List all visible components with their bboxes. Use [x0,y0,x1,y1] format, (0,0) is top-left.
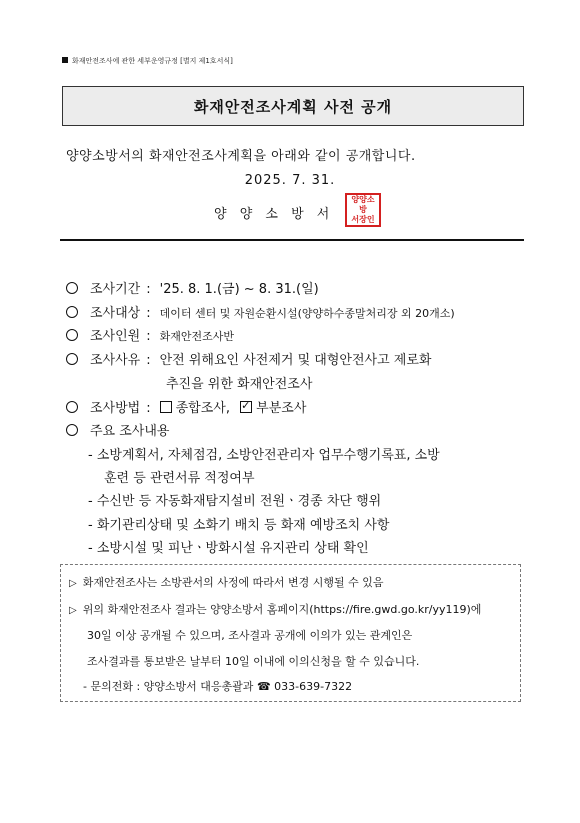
option-partial-label: 부분조사 [256,401,307,416]
item-label: 조사인원 [90,329,141,344]
contact-phone[interactable]: 033-639-7322 [274,680,353,693]
item-reason-continued: 추진을 위한 화재안전조사 [166,377,313,392]
notice-line-4: 조사결과를 통보받은 날부터 10일 이내에 이의신청을 할 수 있습니다. [87,655,420,668]
content-item-4: - 소방시설 및 피난ㆍ방화시설 유지관리 상태 확인 [88,541,369,556]
item-value: 안전 위해요인 사전제거 및 대형안전사고 제로화 [159,353,432,368]
content-item-3: - 화기관리상태 및 소화기 배치 등 화재 예방조치 사항 [88,518,390,533]
circle-bullet-icon [66,353,78,365]
seal-line-1: 양양소방 [351,195,375,214]
triangle-bullet-icon: ▷ [69,605,77,616]
notice-line-2 [69,601,481,617]
content-item-2: - 수신반 등 자동화재탐지설비 전원ㆍ경종 차단 행위 [88,494,382,509]
notice-line-3: 30일 이상 공개될 수 있으며, 조사결과 공개에 이의가 있는 관계인은 [87,629,413,642]
notice-line-1 [69,574,383,590]
item-label: 조사기간 [90,282,141,297]
square-bullet-icon [62,57,68,63]
page-title: 화재안전조사계획 사전 공개 [62,86,524,126]
contact-prefix: - 문의전화 : 양양소방서 대응총괄과 [83,680,254,693]
checkbox-comprehensive[interactable] [160,401,172,413]
header-note [62,56,233,66]
item-method: 조사방법 : 종합조사, ✓ 부분조사 [66,397,306,416]
option-comprehensive-label: 종합조사, [175,401,230,416]
notice-text: 화재안전조사는 소방관서의 사정에 따라서 변경 시행될 수 있음 [82,576,384,589]
checkbox-partial-checked[interactable] [240,401,252,413]
item-value: '25. 8. 1.(금) ~ 8. 31.(일) [159,282,319,297]
circle-bullet-icon [66,306,78,318]
announcement-date: 2025. 7. 31. [244,173,336,188]
circle-bullet-icon [66,282,78,294]
intro-text: 양양소방서의 화재안전조사계획을 아래와 같이 공개합니다. [66,149,416,164]
divider [60,239,524,241]
contact-line [83,678,352,694]
circle-bullet-icon [66,329,78,341]
item-period: 조사기간 : '25. 8. 1.(금) ~ 8. 31.(일) [66,278,319,297]
circle-bullet-icon [66,424,78,436]
item-label: 조사사유 [90,353,141,368]
item-label: 주요 조사내용 [90,424,170,439]
item-label: 조사대상 [90,306,141,321]
circle-bullet-icon [66,401,78,413]
item-reason: 조사사유 : 안전 위해요인 사전제거 및 대형안전사고 제로화 [66,349,431,368]
notice-box [60,564,521,702]
item-value: 화재안전조사반 [159,330,235,343]
item-target: 조사대상 : 데이터 센터 및 자원순환시설(양양하수종말처리장 외 20개소) [66,302,455,321]
content-item-1: - 소방계획서, 자체점검, 소방안전관리자 업무수행기록표, 소방 [88,448,440,463]
item-content [66,420,169,439]
item-personnel: 조사인원 : 화재안전조사반 [66,325,234,344]
official-seal [345,193,381,227]
header-note-text: 화재안전조사에 관한 세부운영규정 [별지 제1호서식] [72,57,233,65]
triangle-bullet-icon: ▷ [69,578,77,589]
seal-line-2: 서장인 [351,215,375,224]
content-item-1-continued: 훈련 등 관련서류 적정여부 [104,471,255,486]
organization-name: 양 양 소 방 서 [214,207,330,222]
telephone-icon: ☎ [256,680,271,693]
notice-text: 위의 화재안전조사 결과는 양양소방서 홈페이지(https://fire.gwd.go.kr/yy119)에 [82,603,482,616]
item-value: 데이터 센터 및 자원순환시설(양양하수종말처리장 외 20개소) [159,307,455,320]
item-label: 조사방법 [90,401,141,416]
